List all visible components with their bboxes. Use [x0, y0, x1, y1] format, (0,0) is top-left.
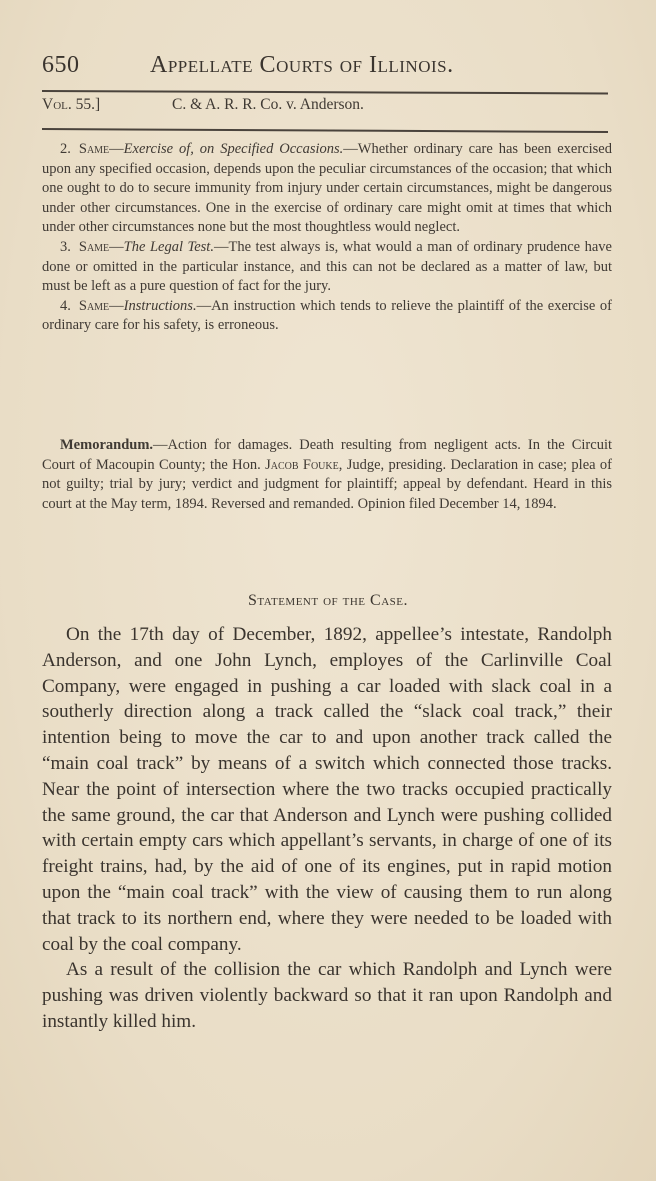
- headnotes: [42, 140, 612, 336]
- header-rule-top: [42, 90, 608, 94]
- running-title: Appellate Courts of Illinois.: [150, 52, 454, 78]
- headnote-number: 3.: [60, 238, 71, 255]
- judge-name: Jacob Fouke: [265, 456, 339, 473]
- headnote-number: 2.: [60, 141, 71, 157]
- headnote: 3. Same—The Legal Test.—The test always is, what would a man of ordinary prudence have done or omitted in the particular instance, and this can not be declared as a matter of law, but must be left as a pure question of fact for the jury.: [42, 238, 612, 295]
- headnote-text: An instruction which tends to relieve the plaintiff of the exercise of ordinary care for his safety, is erroneous.: [42, 297, 612, 334]
- memorandum-label: Memorandum.: [60, 437, 154, 453]
- statement-paragraph: On the 17th day of December, 1892, appellee’s intestate, Randolph Anderson, and one John Lynch, employes of the Carlinville Coal Company, were engaged in pushing a car loaded with slack coal in a southerly direction along a track called the “slack coal track,” their intention being to move the car to and upon another track called the “main coal track” by means of a switch which connected those tracks. Near the point of intersection where the two tracks occupied practically the same ground, the car that Anderson and Lynch were pushing collided with certain empty cars which appellant’s servants, in charge of one of its freight trains, had, by the aid of one of its engines, put in rapid motion upon the “main coal track” with the view of causing them to run along that track to its northern end, where they were needed to be loaded with coal by the coal company.: [42, 624, 612, 955]
- headnote: 4. Same—Instructions.—An instruction which tends to relieve the plaintiff of the exercise of ordinary care for his safety, is erroneous.: [42, 297, 612, 334]
- case-caption: C. & A. R. R. Co. v. Anderson.: [172, 96, 364, 113]
- case-subheader: [42, 96, 608, 114]
- headnote-subtopic: The Legal Test.: [123, 238, 214, 255]
- headnote-topic: Same: [78, 238, 110, 255]
- headnote-text: The test always is, what would a man of ordinary prudence have done or omitted in the particular instance, and this can not be declared as a matter of law, but must be left as a pure question of fact for the jury.: [42, 238, 612, 295]
- memorandum: [42, 436, 612, 514]
- headnote-topic: Same: [78, 141, 110, 157]
- section-title: Statement of the Case.: [248, 592, 408, 609]
- memorandum-text: —Action for damages. Death resulting from negligent acts. In the Circuit Court of Macoupin County; the Hon.: [42, 437, 612, 473]
- header-rule-bottom: [42, 128, 608, 132]
- statement-body: [42, 622, 612, 1035]
- volume-label: Vol. 55.]: [42, 96, 101, 113]
- headnote-text: Whether ordinary care has been exercised upon any specified occasion, depends upon the peculiar circumstances of the occasion; that which one ought to do to secure immunity from injury under certain circumstances, might be dangerous under other circumstances. One in the exercise of ordinary care might omit at times that which under other circumstances none but the most thoughtless would neglect.: [42, 141, 612, 236]
- memorandum-text-cont: , Judge, presiding. Declaration in case; plea of not guilty; trial by jury; verdict and judgment for plaintiff; appeal by defendant. Heard in this court at the May term, 1894. Reversed and remanded. Opinion filed December 14, 1894.: [42, 456, 612, 512]
- headnote-topic: Same: [78, 297, 110, 314]
- headnote-subtopic: Exercise of, on Specified Occasions.: [123, 141, 344, 157]
- headnote-subtopic: Instructions.: [123, 297, 197, 314]
- running-head: [42, 52, 512, 79]
- statement-paragraph: As a result of the collision the car which Randolph and Lynch were pushing was driven violently backward so that it ran upon Randolph and instantly killed him.: [42, 959, 612, 1032]
- headnote: 2. Same—Exercise of, on Specified Occasions.—Whether ordinary care has been exercised upon any specified occasion, depends upon the peculiar circumstances of the occasion; that which one ought to do to secure immunity from injury under certain circumstances, might be dangerous under other circumstances. One in the exercise of ordinary care might omit at times that which under other circumstances none but the most thoughtless would neglect.: [42, 141, 612, 236]
- page-number: 650: [42, 52, 80, 78]
- headnote-number: 4.: [60, 297, 71, 314]
